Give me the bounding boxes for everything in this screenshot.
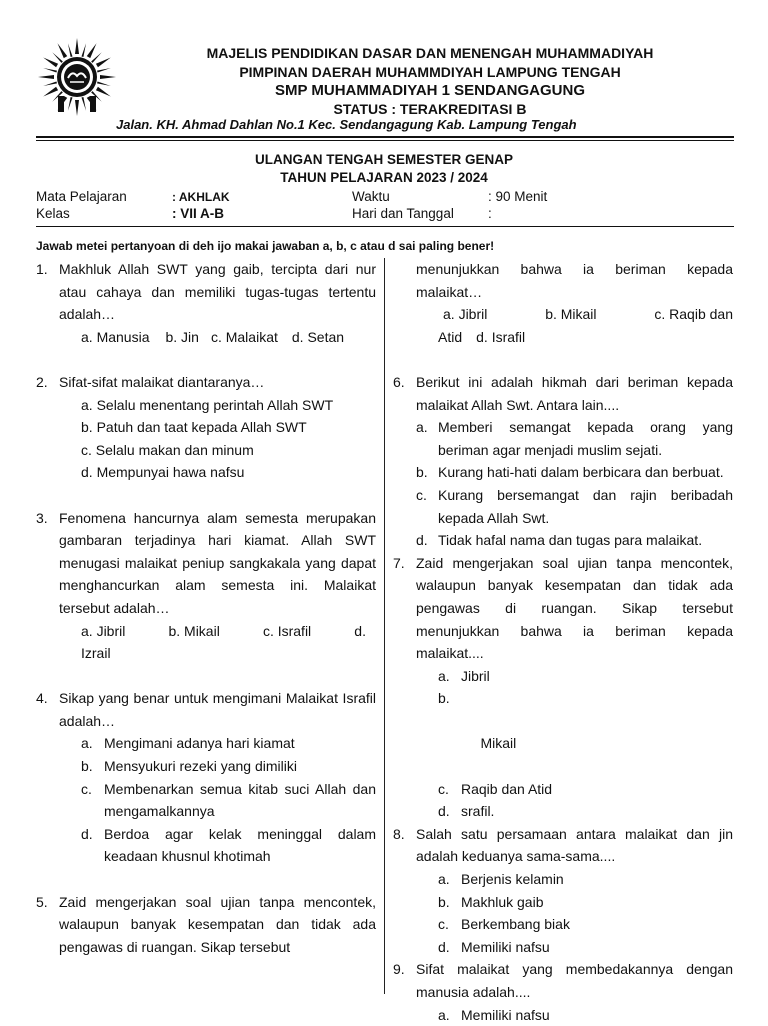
options-q5-line2 (393, 326, 733, 349)
question-text: Sifat-sifat malaikat diantaranya… (59, 373, 265, 390)
accreditation-status: STATUS : TERAKREDITASI B (333, 101, 527, 117)
option-d: d. Setan (291, 328, 345, 345)
option-d (36, 823, 376, 868)
date-value: : (488, 206, 492, 221)
option-text: Berkembang biak (461, 916, 570, 933)
option-text: Memiliki nafsu (461, 938, 550, 955)
question-text: Fenomena hancurnya alam semesta merupakan gambaran terjadinya hari kiamat. Allah SWT menugasi malaikat peniup sangkakala yang dapat menghancurkan alam semesta ini. Malaikat tersebut adalah… (59, 509, 376, 616)
option-d (393, 936, 733, 959)
option-c: c. Selalu makan dan minum (81, 441, 254, 458)
option-letter: b. (416, 464, 428, 481)
option-text: Memberi semangat kepada orang yang beriman agar menjadi muslim sejati. (438, 419, 733, 458)
option-a: a. Manusia (81, 328, 150, 345)
question-text: Berikut ini adalah hikmah dari beriman kepada malaikat Allah Swt. Antara lain.... (416, 373, 733, 413)
school-address: Jalan. KH. Ahmad Dahlan No.1 Kec. Sendangagung Kab. Lampung Tengah (116, 117, 577, 132)
header-line-1: MAJELIS PENDIDIKAN DASAR DAN MENENGAH MUHAMMADIYAH (206, 45, 654, 61)
option-text: srafil. (461, 803, 495, 820)
option-c: c. Malaikat (210, 328, 278, 345)
option-text: Mensyukuri rezeki yang dimiliki (104, 758, 297, 775)
subject-value: : AKHLAK (172, 190, 230, 204)
option-b: b. Patuh dan taat kepada Allah SWT (81, 419, 307, 436)
option-a (393, 665, 733, 688)
header-rule (36, 136, 734, 138)
option-letter: b. (81, 758, 93, 775)
option-letter: a. (438, 1006, 450, 1023)
question-text: Sifat malaikat yang membedakannya dengan manusia adalah.... (416, 961, 733, 1000)
question-number: 9. (393, 961, 405, 978)
option-letter: c. (416, 486, 427, 503)
option-d (393, 800, 733, 823)
options-q3 (36, 620, 376, 643)
date-label: Hari dan Tanggal (352, 206, 454, 221)
question-8 (393, 823, 733, 868)
question-4 (36, 687, 376, 732)
class-label: Kelas (36, 206, 70, 221)
option-d (393, 529, 733, 552)
question-text: Zaid mengerjakan soal ujian tanpa mencontek, walaupun banyak kesempatan dan tidak ada pengawas di ruangan. Sikap tersebut (59, 893, 376, 955)
instructions: Jawab metei pertanyoan di deh ijo makai jawaban a, b, c atau d sai paling bener! (36, 239, 495, 253)
option-letter: a. (438, 667, 450, 684)
option-b: b. Mikail (168, 622, 220, 639)
question-2 (36, 371, 376, 394)
option-d-text: Izrail (81, 645, 111, 662)
option-letter: c. (438, 916, 449, 933)
option-text: Raqib dan Atid (461, 780, 553, 797)
option-text: Mikail (476, 735, 517, 752)
question-5 (36, 891, 376, 959)
option-a (36, 732, 376, 755)
header-line-2: PIMPINAN DAERAH MUHAMMDIYAH LAMPUNG TENGAH (239, 64, 621, 80)
option-b: b. Mikail (545, 306, 597, 323)
option-a (393, 868, 733, 891)
subject-label: Mata Pelajaran (36, 189, 127, 204)
question-7 (393, 552, 733, 665)
option-letter: a. (81, 735, 93, 752)
option-letter: d. (81, 825, 93, 842)
option-b (36, 755, 376, 778)
option-text: Mengimani adanya hari kiamat (104, 735, 295, 752)
option-a (393, 416, 733, 461)
left-column (36, 258, 376, 958)
options-q5 (393, 303, 733, 326)
option-a: a. Selalu menentang perintah Allah SWT (81, 396, 334, 413)
option-letter: c. (438, 780, 449, 797)
question-text: Zaid mengerjakan soal ujian tanpa mencontek, walaupun banyak kesempatan dan tidak ada pengawas di ruangan. Sikap tersebut menunjukkan bahwa ia beriman kepada malaikat.... (416, 554, 733, 662)
option-d: d. Mempunyai hawa nafsu (81, 464, 245, 481)
option-c-cont: Atid (438, 328, 463, 345)
option-d: d. Israfil (476, 328, 526, 345)
question-9 (393, 958, 733, 1003)
time-label: Waktu (352, 189, 390, 204)
options-q1 (36, 326, 376, 349)
option-b: b. Jin (165, 328, 199, 345)
question-number: 2. (36, 373, 48, 390)
option-letter: a. (416, 419, 428, 436)
question-text: Sikap yang benar untuk mengimani Malaikat Israfil adalah… (59, 690, 376, 729)
question-number: 5. (36, 893, 48, 910)
option-c: c. Raqib dan (654, 306, 733, 323)
option-text: Berdoa agar kelak meninggal dalam keadaan khusnul khotimah (104, 825, 376, 865)
option-a: a. Jibril (443, 306, 488, 323)
column-divider (384, 258, 385, 994)
option-c: c. Israfil (262, 622, 312, 639)
question-number: 1. (36, 261, 48, 277)
option-c (393, 484, 733, 529)
info-rule (36, 226, 734, 227)
option-text: Berjenis kelamin (461, 871, 564, 888)
option-c (393, 913, 733, 936)
header-rule-thin (36, 140, 734, 141)
option-text: Makhluk gaib (461, 893, 544, 910)
option-a: a. Jibril (81, 622, 126, 639)
school-name: SMP MUHAMMADIYAH 1 SENDANGAGUNG (274, 82, 586, 99)
question-number: 3. (36, 509, 48, 526)
exam-year: TAHUN PELAJARAN 2023 / 2024 (280, 170, 488, 185)
question-number: 6. (393, 373, 405, 390)
option-letter: b. (438, 690, 450, 707)
question-number: 4. (36, 690, 48, 707)
option-letter: a. (438, 871, 450, 888)
question-6 (393, 371, 733, 416)
question-5-continued: menunjukkan bahwa ia beriman kepada malaikat… (416, 261, 733, 300)
question-number: 7. (393, 554, 405, 571)
right-column (393, 258, 733, 1026)
question-1 (36, 258, 376, 326)
option-text: Tidak hafal nama dan tugas para malaikat. (438, 532, 703, 549)
option-letter: c. (81, 780, 92, 797)
question-number: 8. (393, 825, 405, 842)
time-value: : 90 Menit (488, 189, 548, 204)
option-d: d. (354, 622, 366, 639)
question-text: Salah satu persamaan antara malaikat dan jin adalah keduanya sama-sama.... (416, 825, 733, 865)
option-letter: d. (416, 532, 428, 549)
question-3 (36, 507, 376, 620)
option-a (393, 1004, 733, 1026)
option-b (393, 891, 733, 914)
option-c (36, 778, 376, 823)
option-letter: d. (438, 803, 450, 820)
option-text: Memiliki nafsu (461, 1006, 550, 1023)
option-text: Jibril (461, 667, 490, 684)
class-value: : VII A-B (172, 206, 224, 221)
exam-title: ULANGAN TENGAH SEMESTER GENAP (254, 152, 514, 167)
option-letter: d. (438, 938, 450, 955)
option-text: Kurang hati-hati dalam berbicara dan berbuat. (438, 464, 724, 481)
option-letter: b. (438, 893, 450, 910)
option-text: Membenarkan semua kitab suci Allah dan mengamalkannya (104, 780, 376, 820)
option-text: Kurang bersemangat dan rajin beribadah kepada Allah Swt. (438, 486, 733, 526)
option-b (393, 461, 733, 484)
option-c (393, 778, 733, 801)
option-b (393, 687, 733, 777)
question-text: Makhluk Allah SWT yang gaib, tercipta dari nur atau cahaya dan memiliki tugas-tugas tertentu adalah… (59, 261, 376, 323)
